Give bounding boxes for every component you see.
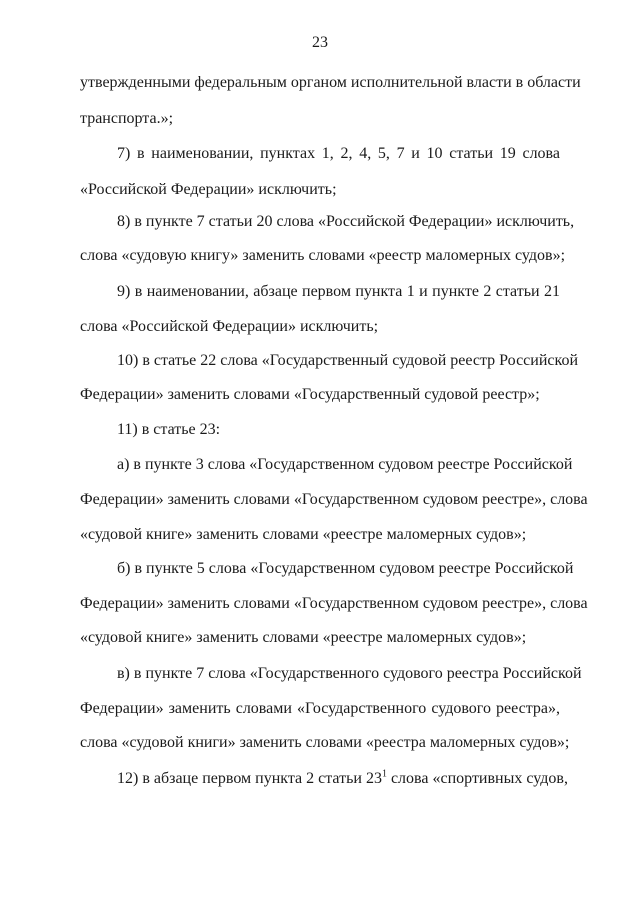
text-line: 11) в статье 23: bbox=[117, 421, 221, 438]
text-line: слова «судовую книгу» заменить словами «реестр маломерных судов»; bbox=[80, 247, 566, 264]
text-line: транспорта.»; bbox=[80, 110, 174, 127]
page-number: 23 bbox=[312, 34, 328, 51]
text-line: 7) в наименовании, пунктах 1, 2, 4, 5, 7 и 10 статьи 19 слова bbox=[117, 145, 560, 162]
text-line: б) в пункте 5 слова «Государственном судовом реестре Российской bbox=[117, 560, 574, 577]
text-line: «Российской Федерации» исключить; bbox=[80, 181, 337, 198]
superscript: 1 bbox=[381, 768, 387, 780]
text-line: в) в пункте 7 слова «Государственного судового реестра Российской bbox=[117, 665, 582, 682]
text-line: «судовой книге» заменить словами «реестре маломерных судов»; bbox=[80, 526, 527, 543]
text-line: 9) в наименовании, абзаце первом пункта 1 и пункте 2 статьи 21 bbox=[117, 283, 560, 300]
text-line: Федерации» заменить словами «Государственный судовой реестр»; bbox=[80, 386, 540, 403]
text-line-last bbox=[117, 768, 568, 789]
text-line: Федерации» заменить словами «Государственном судовом реестре», слова bbox=[80, 595, 588, 612]
text-line: Федерации» заменить словами «Государственного судового реестра», bbox=[80, 700, 560, 717]
text-after-superscript: слова «спортивных судов, bbox=[386, 770, 568, 787]
text-before-superscript: 12) в абзаце первом пункта 2 статьи 23 bbox=[117, 770, 382, 787]
text-line: а) в пункте 3 слова «Государственном судовом реестре Российской bbox=[117, 456, 573, 473]
text-line: слова «судовой книги» заменить словами «реестра маломерных судов»; bbox=[80, 734, 570, 751]
text-line: слова «Российской Федерации» исключить; bbox=[80, 318, 379, 335]
text-line: 10) в статье 22 слова «Государственный судовой реестр Российской bbox=[117, 352, 579, 369]
text-line: Федерации» заменить словами «Государственном судовом реестре», слова bbox=[80, 491, 588, 508]
text-line: 8) в пункте 7 статьи 20 слова «Российской Федерации» исключить, bbox=[117, 213, 575, 230]
text-line: «судовой книге» заменить словами «реестре маломерных судов»; bbox=[80, 629, 527, 646]
text-line: утвержденными федеральным органом исполнительной власти в области bbox=[80, 74, 581, 91]
